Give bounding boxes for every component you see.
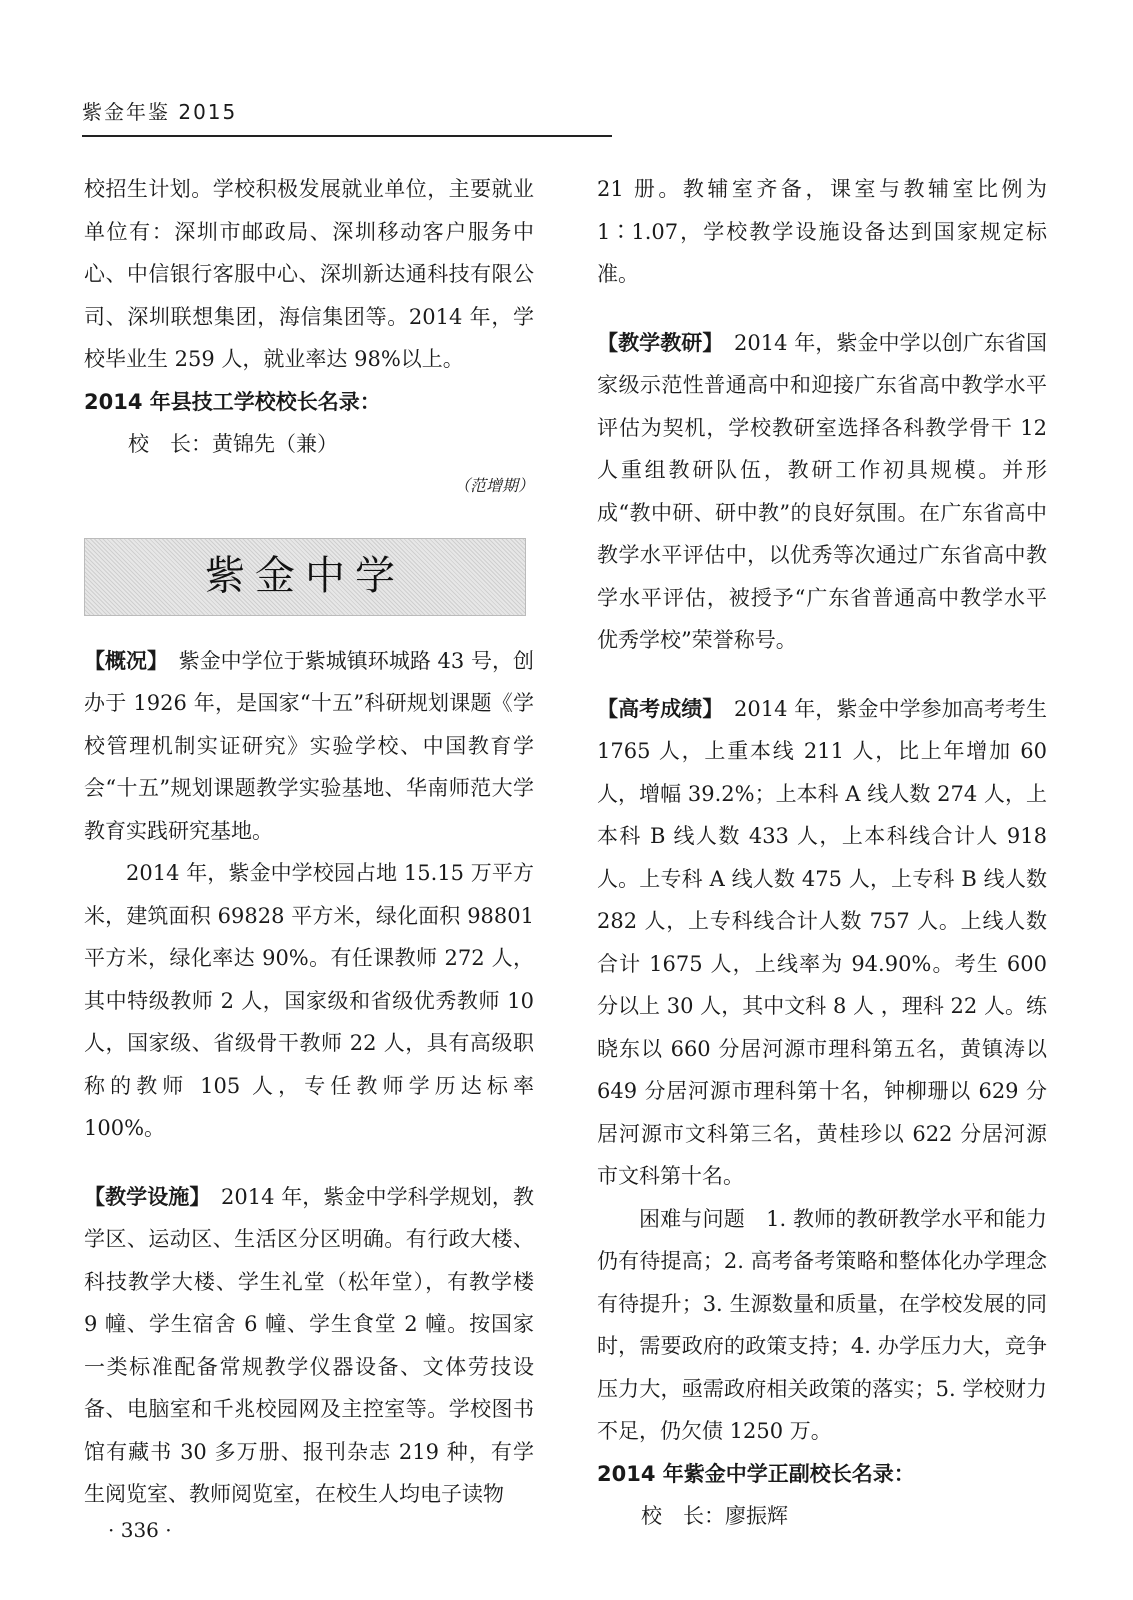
paragraph-text: 紫金中学位于紫城镇环城路 43 号，创办于 1926 年，是国家“十五”科研规划课题《学校管理机制实证研究》实验学校、中国教育学会“十五”规划课题教学实验基地、华南师范大学教育实践研究基地。: [84, 648, 535, 843]
author-signature: （范增期）: [453, 475, 534, 495]
header-title: 紫金年鉴 2015: [82, 100, 238, 124]
principal-line: 校 长：黄锦先（兼）: [128, 432, 338, 456]
paragraph: 2014 年，紫金中学校园占地 15.15 万平方米，建筑面积 69828 平方米，绿化面积 98801 平方米，绿化率达 90%。有任课教师 272 人，其中特级教师 2 人，国家级和省级优秀教师 10 人，国家级、省级骨干教师 22 人，具有高级职称的教师 105 人，专任教师学历达标率 100%。: [84, 861, 534, 1140]
list-title: 2014 年县技工学校校长名录：: [84, 389, 381, 414]
paragraph: 校招生计划。学校积极发展就业单位，主要就业单位有：深圳市邮政局、深圳移动客户服务中心、中信银行客服中心、深圳新达通科技有限公司、深圳联想集团，海信集团等。2014 年，学校毕业生 259 人，就业率达 98%以上。: [84, 177, 534, 371]
right-column: [597, 168, 1047, 1538]
paragraph-text: 2014 年，紫金中学科学规划，教学区、运动区、生活区分区明确。有行政大楼、科技教学大楼、学生礼堂（松年堂），有教学楼 9 幢、学生宿舍 6 幢、学生食堂 2 幢。按国家一类标准配备常规教学仪器设备、文体劳技设备、电脑室和千兆校园网及主控室等。学校图书馆有藏书 30 多万册、报刊杂志 219 种，有学生阅览室、教师阅览室，在校生人均电子读物: [84, 1184, 535, 1506]
facility-paragraph: [84, 1176, 534, 1516]
problems-paragraph: 困难与问题 1. 教师的教研教学水平和能力仍有待提高；2. 高考备考策略和整体化办学理念有待提升；3. 生源数量和质量，在学校发展的同时，需要政府的政策支持；4. 办学压力大，竞争压力大，亟需政府相关政策的落实；5. 学校财力不足，仍欠债 1250 万。: [597, 1206, 1047, 1443]
principal-line: 校 长：廖振辉: [641, 1504, 788, 1528]
exam-paragraph: [597, 688, 1047, 1198]
section-tag: 【高考成绩】: [597, 696, 713, 721]
section-tag: 【教学教研】: [597, 330, 713, 355]
section-tag: 【概况】: [84, 648, 158, 673]
section-title-banner: [84, 538, 526, 616]
list-title: 2014 年紫金中学正副校长名录：: [597, 1461, 915, 1486]
section-tag: 【教学设施】: [84, 1184, 200, 1209]
section-title: 紫金中学: [205, 553, 405, 600]
paragraph: 21 册。教辅室齐备，课室与教辅室比例为 1∶1.07，学校教学设施设备达到国家规定标准。: [597, 177, 1047, 286]
left-column: [84, 168, 534, 1516]
paragraph-text: 2014 年，紫金中学参加高考考生 1765 人，上重本线 211 人，比上年增加 60 人，增幅 39.2%；上本科 A 线人数 274 人，上本科 B 线人数 433 人，上本科线合计人 918 人。上专科 A 线人数 475 人，上专科 B 线人数 282 人，上专科线合计人数 757 人。上线人数合计 1675 人，上线率为 94.90%。考生 600 分以上 30 人，其中文科 8 人 ，理科 22 人。练晓东以 660 分居河源市理科第五名，黄镇涛以 649 分居河源市理科第十名，钟柳珊以 629 分居河源市文科第三名，黄桂珍以 622 分居河源市文科第十名。: [597, 696, 1048, 1188]
running-header: [82, 96, 612, 137]
paragraph-text: 2014 年，紫金中学以创广东省国家级示范性普通高中和迎接广东省高中教学水平评估为契机，学校教研室选择各科教学骨干 12 人重组教研队伍，教研工作初具规模。并形成“教中研、研中教”的良好氛围。在广东省高中教学水平评估中，以优秀等次通过广东省高中教学水平评估，被授予“广东省普通高中教学水平优秀学校”荣誉称号。: [597, 330, 1048, 652]
page-number: · 336 ·: [108, 1518, 172, 1542]
research-paragraph: [597, 322, 1047, 662]
overview-paragraph: [84, 640, 534, 853]
